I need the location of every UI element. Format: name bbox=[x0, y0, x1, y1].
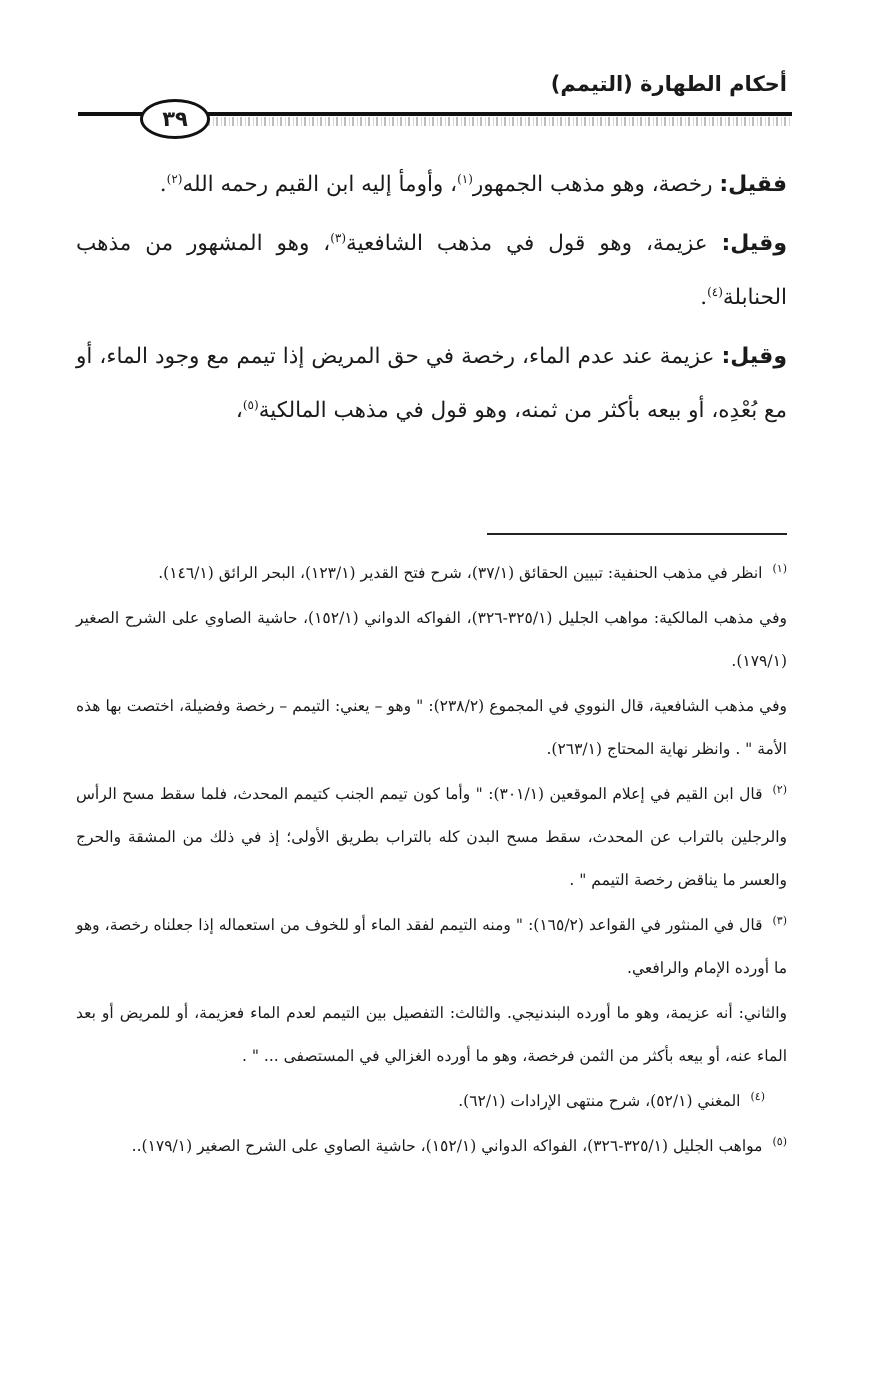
paragraph-lead: وقيل: bbox=[721, 344, 787, 369]
footnote-text: وفي مذهب المالكية: مواهب الجليل (٣٢٥/١-٣٢٦)، الفواكه الدواني (١٥٢/١)، حاشية الصاوي على الشرح الصغير (١٧٩/١). bbox=[76, 609, 787, 670]
footnote-1 bbox=[76, 552, 787, 595]
footnote-text: قال في المنثور في القواعد (١٦٥/٢): " ومنه التيمم لفقد الماء أو للخوف من استعماله إذا جعلناه رخصة، وهو ما أورده الإمام والرافعي. bbox=[76, 916, 787, 977]
main-text bbox=[76, 158, 787, 443]
paragraph-text: . bbox=[700, 285, 708, 310]
footnote-ref: (٥) bbox=[242, 397, 259, 412]
footnote-text: انظر في مذهب الحنفية: تبيين الحقائق (٣٧/١)، شرح فتح القدير (١٢٣/١)، البحر الرائق (١٤٦/١). bbox=[158, 564, 763, 582]
footnote-ref: (١) bbox=[457, 171, 473, 186]
paragraph-text: رخصة، وهو مذهب الجمهور bbox=[472, 172, 720, 197]
footnote-4 bbox=[76, 1080, 787, 1123]
footnote-number: (٣) bbox=[772, 913, 787, 927]
paragraph-text: ، bbox=[235, 398, 243, 423]
footnote-text: مواهب الجليل (٣٢٥/١-٣٢٦)، الفواكه الدواني (١٥٢/١)، حاشية الصاوي على الشرح الصغير (١٧٩/١).. bbox=[131, 1137, 763, 1155]
footnote-ref: (٢) bbox=[166, 171, 183, 186]
page-number: ٣٩ bbox=[140, 99, 210, 139]
footnote-text: والثاني: أنه عزيمة، وهو ما أورده البندنيجي. والثالث: التفصيل بين التيمم لعدم الماء فعزيمة، أو للمريض أو بعد الماء عنه، أو بيعه بأكثر من الثمن فرخصة، وهو ما أورده الغزالي في المستصفى ... " . bbox=[76, 1004, 787, 1065]
paragraph-text: عزيمة، وهو قول في مذهب الشافعية bbox=[346, 231, 722, 256]
paragraph-lead: فقيل: bbox=[719, 172, 787, 197]
paragraph-2 bbox=[76, 217, 787, 325]
footnote-1-continued bbox=[76, 597, 787, 683]
footnote-5 bbox=[76, 1125, 787, 1168]
footnote-number: (٥) bbox=[772, 1134, 787, 1148]
paragraph-1 bbox=[76, 158, 787, 212]
footnote-text: المغني (٥٢/١)، شرح منتهى الإرادات (٦٢/١). bbox=[458, 1092, 741, 1110]
running-header-title: أحكام الطهارة (التيمم) bbox=[550, 72, 787, 96]
footnote-1-continued bbox=[76, 685, 787, 771]
paragraph-3 bbox=[76, 330, 787, 438]
footnote-number: (٢) bbox=[772, 782, 788, 796]
paragraph-text: ، وأومأ إليه ابن القيم رحمه الله bbox=[182, 172, 458, 197]
footnote-number: (١) bbox=[772, 561, 787, 575]
footnote-ref: (٣) bbox=[330, 230, 347, 245]
paragraph-text: عزيمة عند عدم الماء، رخصة في حق المريض إذا تيمم مع وجود الماء، أو مع بُعْدِه، أو بيعه بأكثر من ثمنه، وهو قول في مذهب المالكية bbox=[76, 344, 787, 423]
paragraph-lead: وقيل: bbox=[721, 231, 787, 256]
footnote-number: (٤) bbox=[750, 1089, 765, 1103]
paragraph-text: . bbox=[159, 172, 167, 197]
footnotes bbox=[76, 552, 787, 1170]
footnote-separator bbox=[487, 533, 787, 535]
footnote-text: قال ابن القيم في إعلام الموقعين (٣٠١/١): " وأما كون تيمم الجنب كتيمم المحدث، فلما سقط مسح الرأس والرجلين بالتراب عن المحدث، سقط مسح البدن كله بالتراب بطريق الأولى؛ إذ في ذلك من المشقة والحرج والعسر ما يناقض رخصة التيمم " . bbox=[76, 785, 787, 889]
header-ornament bbox=[200, 117, 790, 126]
footnote-ref: (٤) bbox=[707, 284, 723, 299]
footnote-3 bbox=[76, 904, 787, 990]
footnote-2 bbox=[76, 773, 787, 902]
footnote-text: وفي مذهب الشافعية، قال النووي في المجموع (٢٣٨/٢): " وهو – يعني: التيمم – رخصة وفضيلة، اختصت بها هذه الأمة " . وانظر نهاية المحتاج (٢٦٣/١). bbox=[76, 697, 787, 758]
paragraph-text: ، وهو المشهور من مذهب الحنابلة bbox=[76, 231, 787, 310]
footnote-3-continued bbox=[76, 992, 787, 1078]
